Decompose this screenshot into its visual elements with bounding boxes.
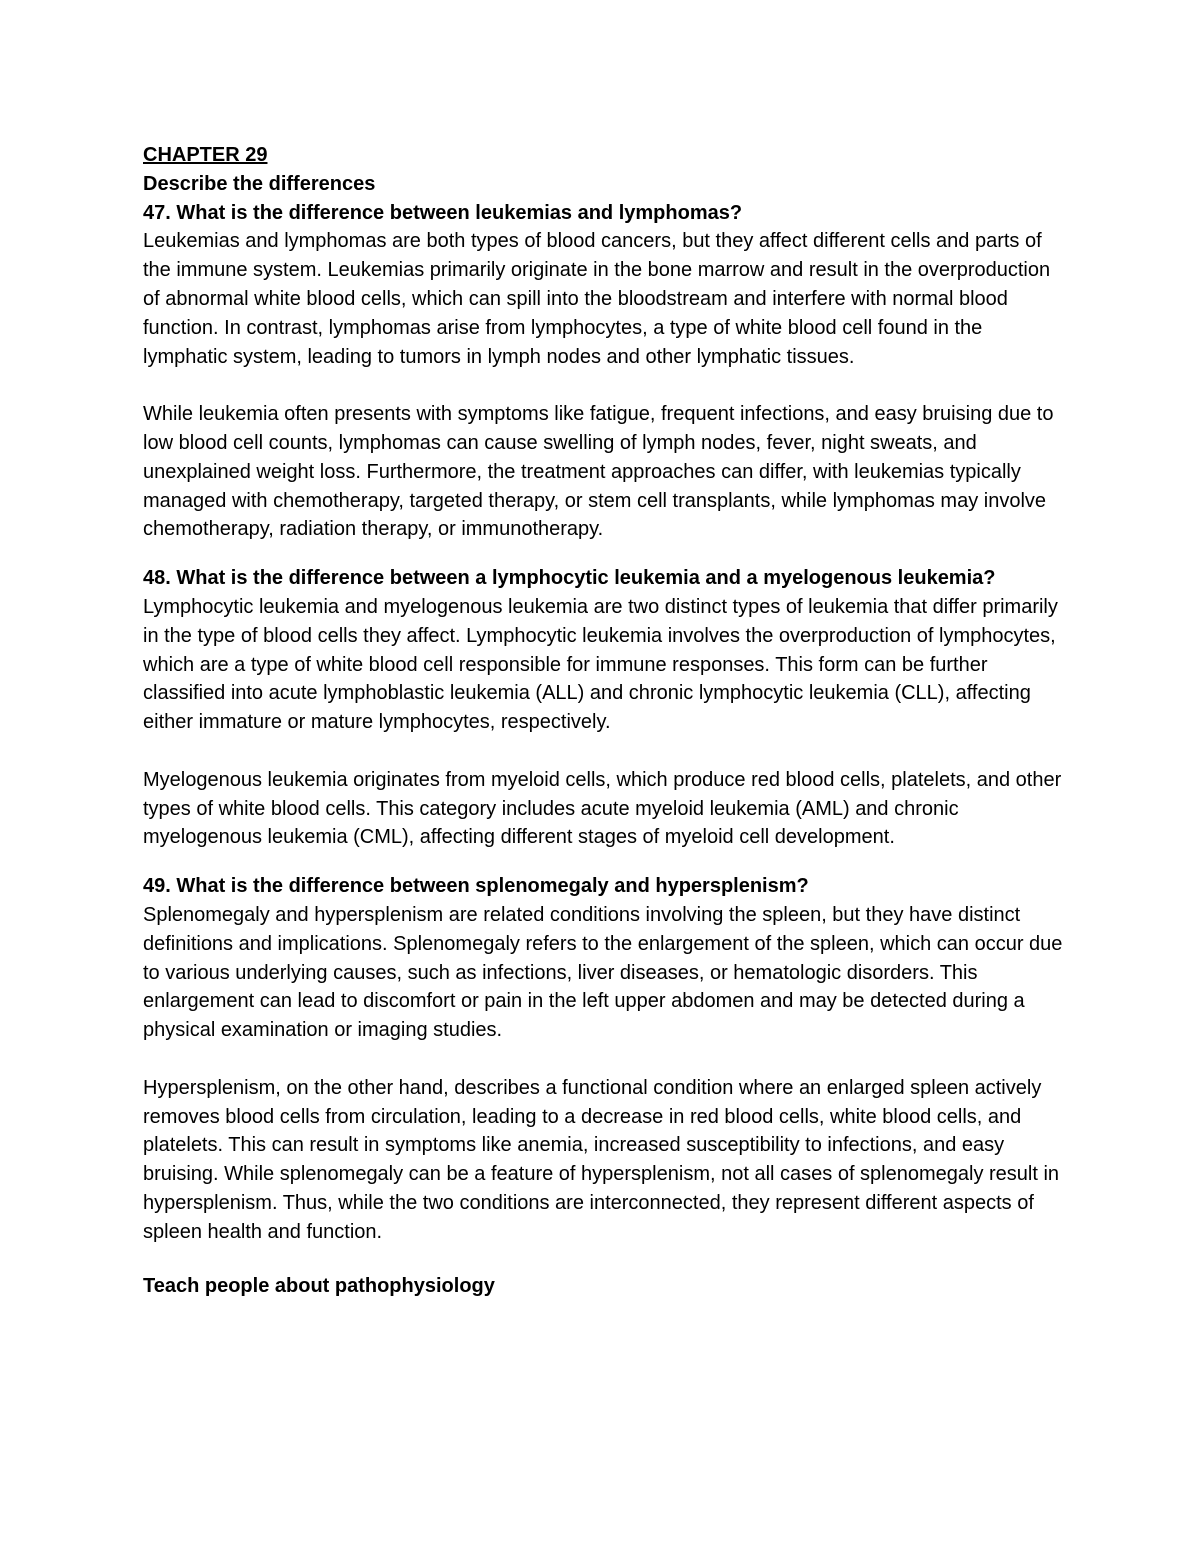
document-page — [143, 141, 1063, 1301]
question-block-49 — [143, 872, 1063, 1246]
answer-paragraph: Lymphocytic leukemia and myelogenous leukemia are two distinct types of leukemia that differ primarily in the type of blood cells they affect. Lymphocytic leukemia involves the overproduction of lymphocytes, which are a type of white blood cell responsible for immune responses. This form can be further classified into acute lymphoblastic leukemia (ALL) and chronic lymphocytic leukemia (CLL), affecting either immature or mature lymphocytes, respectively. — [143, 595, 1058, 734]
question-block-48 — [143, 564, 1063, 852]
answer-paragraph: Hypersplenism, on the other hand, describes a functional condition where an enlarged spleen actively removes blood cells from circulation, leading to a decrease in red blood cells, white blood cells, and platelets. This can result in symptoms like anemia, increased susceptibility to infections, and easy bruising. While splenomegaly can be a feature of hypersplenism, not all cases of splenomegaly result in hypersplenism. Thus, while the two conditions are interconnected, they represent different aspects of spleen health and function. — [143, 1076, 1060, 1243]
chapter-title: CHAPTER 29 — [143, 144, 268, 166]
question-title: 47. What is the difference between leukemias and lymphomas? — [143, 201, 743, 224]
final-section-heading: Teach people about pathophysiology — [143, 1275, 495, 1298]
question-block-47 — [143, 199, 1063, 545]
answer-paragraph: While leukemia often presents with symptoms like fatigue, frequent infections, and easy bruising due to low blood cell counts, lymphomas can cause swelling of lymph nodes, fever, night sweats, and unexplained weight loss. Furthermore, the treatment approaches can differ, with leukemias typically managed with chemotherapy, targeted therapy, or stem cell transplants, while lymphomas may involve chemotherapy, radiation therapy, or immunotherapy. — [143, 403, 1054, 541]
question-title: 49. What is the difference between splenomegaly and hypersplenism? — [143, 875, 809, 898]
answer-paragraph: Myelogenous leukemia originates from myeloid cells, which produce red blood cells, platelets, and other types of white blood cells. This category includes acute myeloid leukemia (AML) and chronic myelogenous leukemia (CML), affecting different stages of myeloid cell development. — [143, 768, 1062, 849]
question-title: 48. What is the difference between a lymphocytic leukemia and a myelogenous leukemia? — [143, 567, 996, 590]
answer-paragraph: Splenomegaly and hypersplenism are related conditions involving the spleen, but they have distinct definitions and implications. Splenomegaly refers to the enlargement of the spleen, which can occur due to various underlying causes, such as infections, liver diseases, or hematologic disorders. This enlargement can lead to discomfort or pain in the left upper abdomen and may be detected during a physical examination or imaging studies. — [143, 903, 1063, 1042]
section-heading: Describe the differences — [143, 172, 376, 195]
answer-paragraph: Leukemias and lymphomas are both types of blood cancers, but they affect different cells and parts of the immune system. Leukemias primarily originate in the bone marrow and result in the overproduction of abnormal white blood cells, which can spill into the bloodstream and interfere with normal blood function. In contrast, lymphomas arise from lymphocytes, a type of white blood cell found in the lymphatic system, leading to tumors in lymph nodes and other lymphatic tissues. — [143, 230, 1051, 368]
